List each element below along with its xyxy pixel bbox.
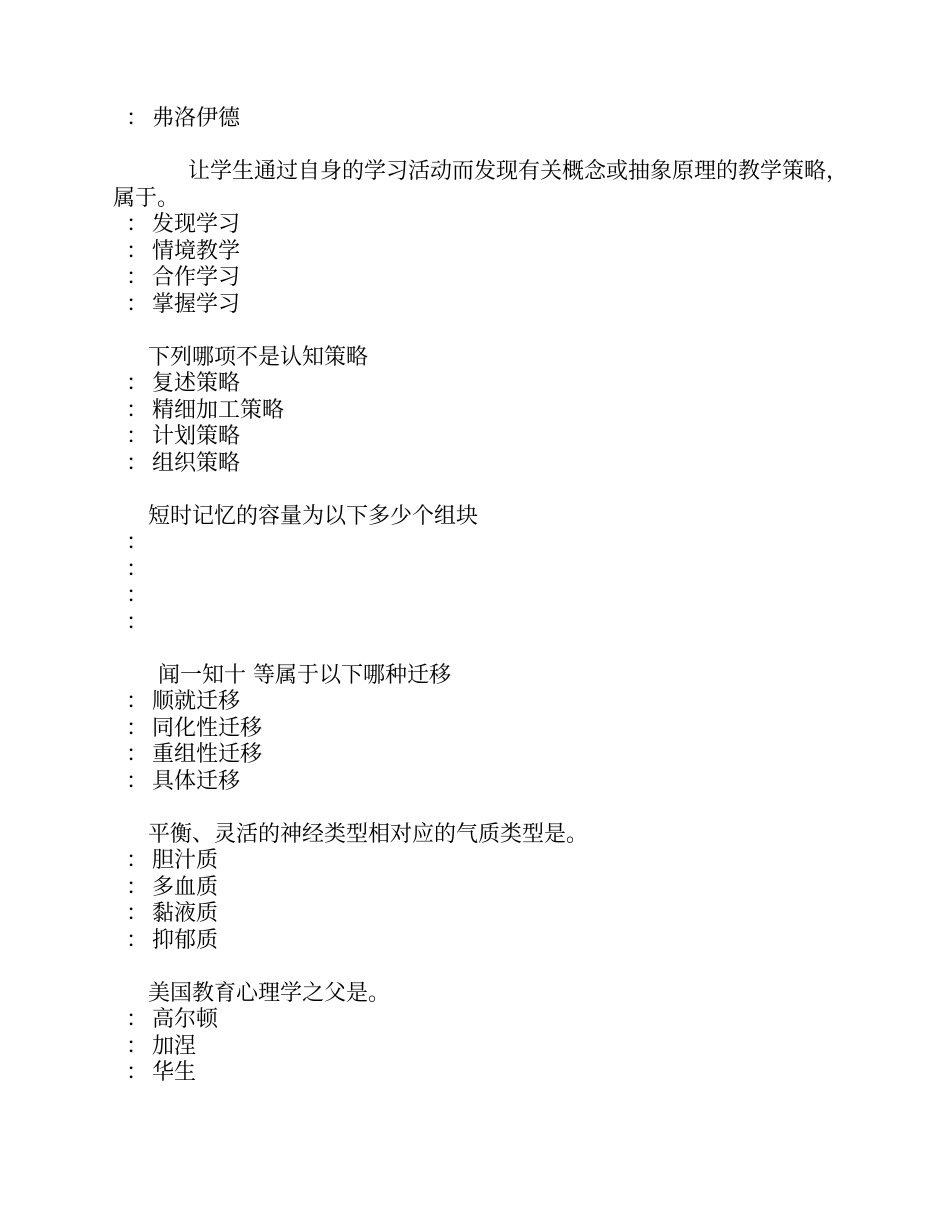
option-line <box>0 742 950 769</box>
option-line <box>0 583 950 610</box>
option-text: 复述策略 <box>152 371 241 396</box>
option-line <box>0 424 950 451</box>
option-marker: ： <box>126 1007 149 1032</box>
option-text: 顺就迁移 <box>152 689 241 714</box>
question-text: 短时记忆的容量为以下多少个组块 <box>148 503 479 529</box>
option-line <box>0 1007 950 1034</box>
option-marker: ： <box>126 609 149 635</box>
option-marker: ： <box>126 556 149 582</box>
option-marker: ： <box>126 265 149 290</box>
option-marker: ： <box>126 874 149 900</box>
option-marker: ： <box>126 238 149 264</box>
option-text: 弗洛伊德 <box>152 106 241 131</box>
option-marker: ： <box>126 106 149 131</box>
option-line <box>0 716 950 743</box>
option-marker: ： <box>126 1033 149 1059</box>
option-marker: ： <box>126 424 149 449</box>
question-text: 下列哪项不是认知策略 <box>148 344 369 370</box>
option-line <box>0 371 950 398</box>
option-text: 计划策略 <box>152 424 241 449</box>
option-line <box>0 1060 950 1087</box>
option-text: 加涅 <box>152 1033 197 1059</box>
option-line <box>0 901 950 928</box>
option-line <box>0 530 950 557</box>
question-text: 美国教育心理学之父是。 <box>148 980 391 1006</box>
option-line <box>0 557 950 584</box>
question-text: 让学生通过自身的学习活动而发现有关概念或抽象原理的教学策略，属于。 <box>113 159 849 211</box>
option-line <box>0 265 950 292</box>
option-text: 组织策略 <box>152 450 241 476</box>
option-marker: ： <box>126 715 149 741</box>
option-text: 情境教学 <box>152 238 241 264</box>
option-text: 胆汁质 <box>152 848 219 873</box>
option-marker: ： <box>126 742 149 767</box>
option-line <box>0 689 950 716</box>
spacer <box>0 954 950 981</box>
option-line <box>0 848 950 875</box>
option-text: 黏液质 <box>152 901 219 926</box>
option-text: 发现学习 <box>152 212 241 237</box>
option-marker: ： <box>126 768 149 794</box>
option-text: 具体迁移 <box>152 768 241 794</box>
spacer <box>0 318 950 345</box>
option-line <box>0 212 950 239</box>
spacer <box>0 477 950 504</box>
option-marker: ： <box>126 901 149 926</box>
option-marker: ： <box>126 371 149 396</box>
option-marker: ： <box>126 583 149 608</box>
option-line <box>0 292 950 319</box>
question-text: 闻一知十 等属于以下哪种迁移 <box>158 662 451 688</box>
option-text: 掌握学习 <box>152 291 241 317</box>
option-line <box>0 769 950 796</box>
option-marker: ： <box>126 291 149 317</box>
option-marker: ： <box>126 397 149 423</box>
option-text: 多血质 <box>152 874 219 900</box>
question-text: 平衡、灵活的神经类型相对应的气质类型是。 <box>148 821 589 847</box>
option-marker: ： <box>126 1060 149 1085</box>
option-text: 合作学习 <box>152 265 241 290</box>
option-line <box>0 610 950 637</box>
option-marker: ： <box>126 927 149 953</box>
spacer <box>0 795 950 822</box>
option-marker: ： <box>126 689 149 714</box>
option-line <box>0 875 950 902</box>
document-page <box>0 106 950 1087</box>
option-marker: ： <box>126 848 149 873</box>
spacer <box>0 636 950 663</box>
option-text: 抑郁质 <box>152 927 219 953</box>
option-text: 重组性迁移 <box>152 742 263 767</box>
option-text: 精细加工策略 <box>152 397 285 423</box>
option-marker: ： <box>126 530 149 555</box>
option-text: 华生 <box>152 1060 197 1085</box>
option-marker: ： <box>126 450 149 476</box>
option-line <box>0 239 950 266</box>
option-line <box>0 106 950 133</box>
option-line <box>0 451 950 478</box>
option-line <box>0 398 950 425</box>
option-line <box>0 1034 950 1061</box>
option-marker: ： <box>126 212 149 237</box>
spacer <box>0 133 950 160</box>
option-text: 同化性迁移 <box>152 715 263 741</box>
option-text: 高尔顿 <box>152 1007 219 1032</box>
option-line <box>0 928 950 955</box>
